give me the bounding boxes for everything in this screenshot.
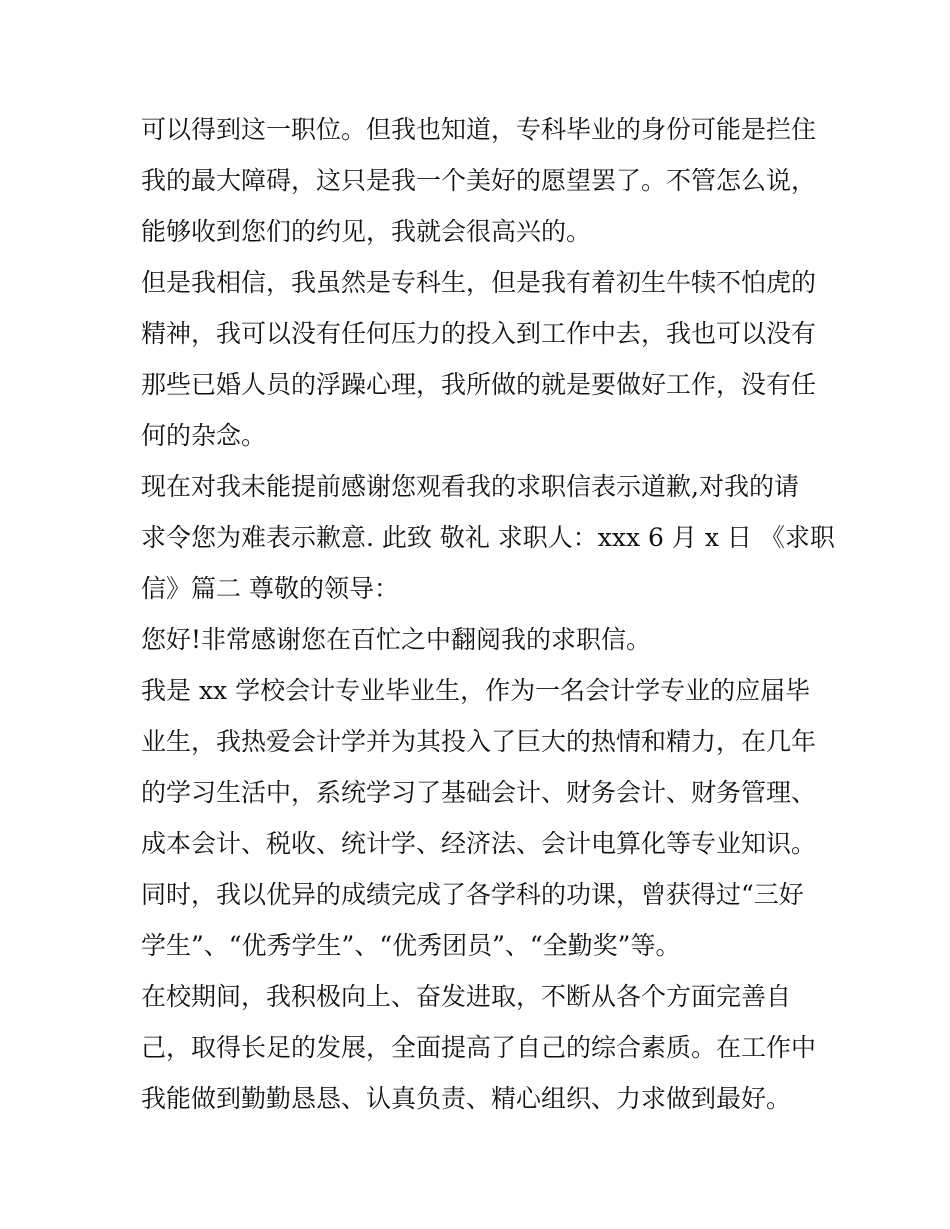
text-line: 我是 xx 学校会计专业毕业生，作为一名会计学专业的应届毕 [141, 676, 811, 705]
text-line: 己，取得长足的发展，全面提高了自己的综合素质。在工作中 [141, 1033, 817, 1062]
text-line: 我能做到勤勤恳恳、认真负责、精心组织、力求做到最好。 [141, 1084, 792, 1113]
text-line: 能够收到您们的约见，我就会很高兴的。 [141, 217, 592, 246]
text-line: 我的最大障碍，这只是我一个美好的愿望罢了。不管怎么说， [141, 166, 817, 195]
text-line: 学生”、“优秀学生”、“优秀团员”、“全勤奖”等。 [141, 931, 681, 960]
text-line: 可以得到这一职位。但我也知道，专科毕业的身份可能是拦住 [141, 115, 817, 144]
text-line: 那些已婚人员的浮躁心理，我所做的就是要做好工作，没有任 [141, 370, 817, 399]
text-line: 但是我相信，我虽然是专科生，但是我有着初生牛犊不怕虎的 [141, 268, 817, 297]
text-line: 求令您为难表示歉意. 此致 敬礼 求职人：xxx 6 月 x 日 《求职 [141, 523, 835, 552]
text-line: 同时，我以优异的成绩完成了各学科的功课，曾获得过“三好 [141, 880, 804, 909]
text-line: 精神，我可以没有任何压力的投入到工作中去，我也可以没有 [141, 319, 817, 348]
letter-body [141, 104, 835, 1124]
text-line: 您好!非常感谢您在百忙之中翻阅我的求职信。 [141, 625, 652, 654]
text-line: 现在对我未能提前感谢您观看我的求职信表示道歉,对我的请 [141, 472, 799, 501]
text-line: 的学习生活中，系统学习了基础会计、财务会计、财务管理、 [141, 778, 817, 807]
text-line: 业生，我热爱会计学并为其投入了巨大的热情和精力，在几年 [141, 727, 817, 756]
text-line: 在校期间，我积极向上、奋发进取，不断从各个方面完善自 [141, 982, 792, 1011]
text-line: 信》篇二 尊敬的领导： [141, 574, 399, 603]
text-line: 何的杂念。 [141, 421, 267, 450]
text-line: 成本会计、税收、统计学、经济法、会计电算化等专业知识。 [141, 829, 817, 858]
